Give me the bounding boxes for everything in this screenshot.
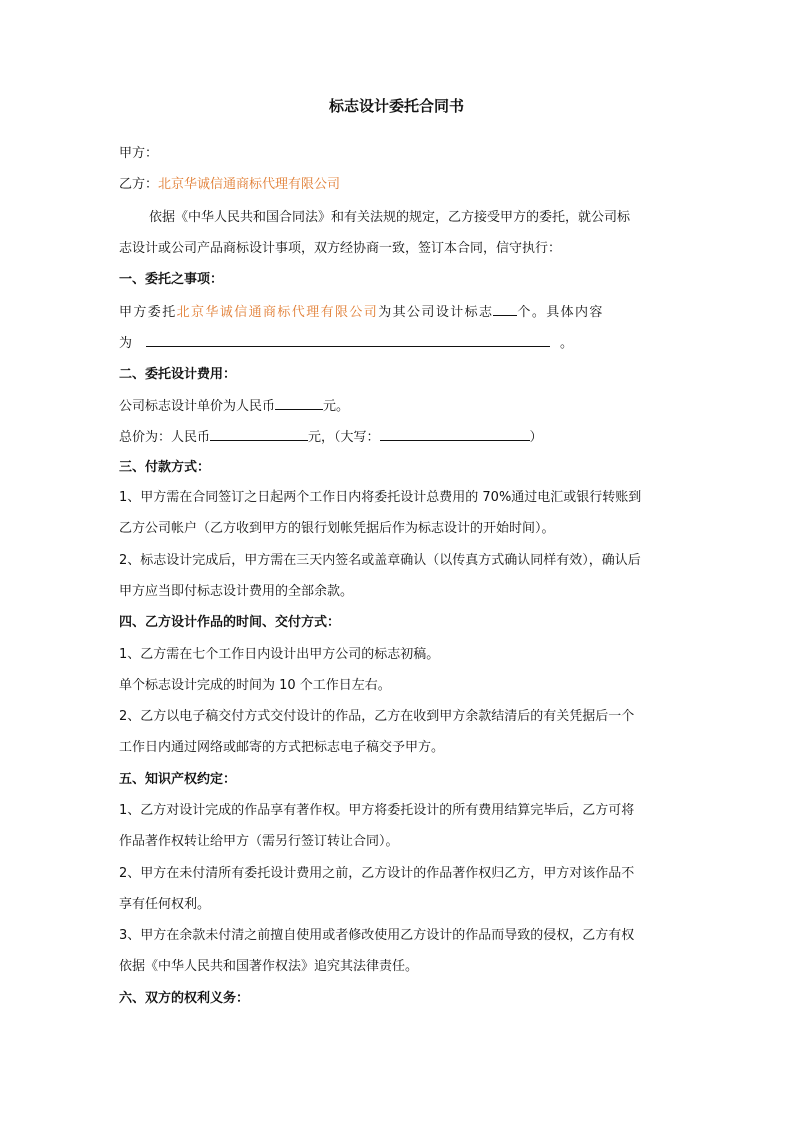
s2-close-paren: ） (529, 430, 543, 445)
section-1-line-1 (119, 303, 679, 321)
section-4-p1: 1、乙方需在七个工作日内设计出甲方公司的标志初稿。 (119, 647, 440, 662)
s2-total-label: 总价为：人民币 (119, 430, 211, 445)
section-2-line-2 (119, 428, 679, 446)
s1-text-b: 为其公司设计标志 (378, 305, 494, 320)
section-1-line-2 (119, 334, 679, 352)
section-5-heading: 五、知识产权约定： (119, 772, 237, 787)
section-4-p2-line-1: 2、乙方以电子稿交付方式交付设计的作品，乙方在收到甲方余款结清后的有关凭据后一个 (119, 709, 635, 724)
s2-unit-price-label: 公司标志设计单价为人民币 (119, 399, 276, 414)
party-b-name: 北京华诚信通商标代理有限公司 (158, 177, 341, 192)
s1-count-blank (493, 303, 517, 316)
section-4-p2-line-2: 工作日内通过网络或邮寄的方式把标志电子稿交予甲方。 (119, 740, 445, 755)
document-title: 标志设计委托合同书 (328, 97, 464, 115)
section-3-p2-line-2: 甲方应当即付标志设计费用的全部余款。 (119, 584, 354, 599)
section-3-heading: 三、付款方式： (119, 460, 211, 475)
section-5-p3-line-2: 依据《中华人民共和国著作权法》追究其法律责任。 (119, 959, 419, 974)
total-uppercase-blank (380, 428, 530, 441)
section-6-heading: 六、双方的权利义务： (119, 991, 250, 1006)
s2-total-yuan: 元，（大写： (308, 430, 380, 445)
section-5-p1-line-1: 1、乙方对设计完成的作品享有著作权。甲方将委托设计的所有费用结算完毕后，乙方可将 (119, 803, 635, 818)
party-b-line (119, 177, 679, 193)
s1-content-blank (146, 334, 550, 347)
total-price-blank (210, 428, 308, 441)
section-4-heading: 四、乙方设计作品的时间、交付方式： (119, 615, 341, 630)
section-5-p2-line-2: 享有任何权利。 (119, 897, 211, 912)
party-b-label: 乙方： (119, 177, 159, 192)
section-4-p1b: 单个标志设计完成的时间为 10 个工作日左右。 (119, 678, 391, 693)
s1-company-name: 北京华诚信通商标代理有限公司 (176, 305, 379, 320)
section-2-line-1 (119, 397, 679, 415)
section-5-p1-line-2: 作品著作权转让给甲方（需另行签订转让合同）。 (119, 834, 399, 849)
s2-unit-yuan: 元。 (323, 399, 350, 414)
section-2-heading: 二、委托设计费用： (119, 367, 237, 382)
section-1-heading: 一、委托之事项： (119, 272, 224, 287)
s1-text-a: 甲方委托 (119, 305, 177, 320)
section-5-p2-line-1: 2、甲方在未付清所有委托设计费用之前，乙方设计的作品著作权归乙方，甲方对该作品不 (119, 866, 635, 881)
unit-price-blank (275, 397, 323, 410)
section-3-p1-line-2: 乙方公司帐户（乙方收到甲方的银行划帐凭据后作为标志设计的开始时间）。 (119, 521, 555, 536)
party-a-line: 甲方： (119, 146, 159, 161)
section-5-p3-line-1: 3、甲方在余款未付清之前擅自使用或者修改使用乙方设计的作品而导致的侵权，乙方有权 (119, 928, 635, 943)
intro-line-1: 依据《中华人民共和国合同法》和有关法规的规定，乙方接受甲方的委托，就公司标 (149, 210, 631, 225)
s1-text-for: 为 (119, 336, 133, 351)
intro-line-2: 志设计或公司产品商标设计事项，双方经协商一致，签订本合同，信守执行： (119, 241, 562, 256)
s1-text-c: 个。具体内容 (517, 305, 604, 320)
section-3-p1-line-1: 1、甲方需在合同签订之日起两个工作日内将委托设计总费用的 70%通过电汇或银行转账到 (119, 490, 642, 505)
section-3-p2-line-1: 2、标志设计完成后，甲方需在三天内签名或盖章确认（以传真方式确认同样有效），确认后 (119, 553, 641, 568)
s1-line-end: 。 (560, 336, 574, 351)
